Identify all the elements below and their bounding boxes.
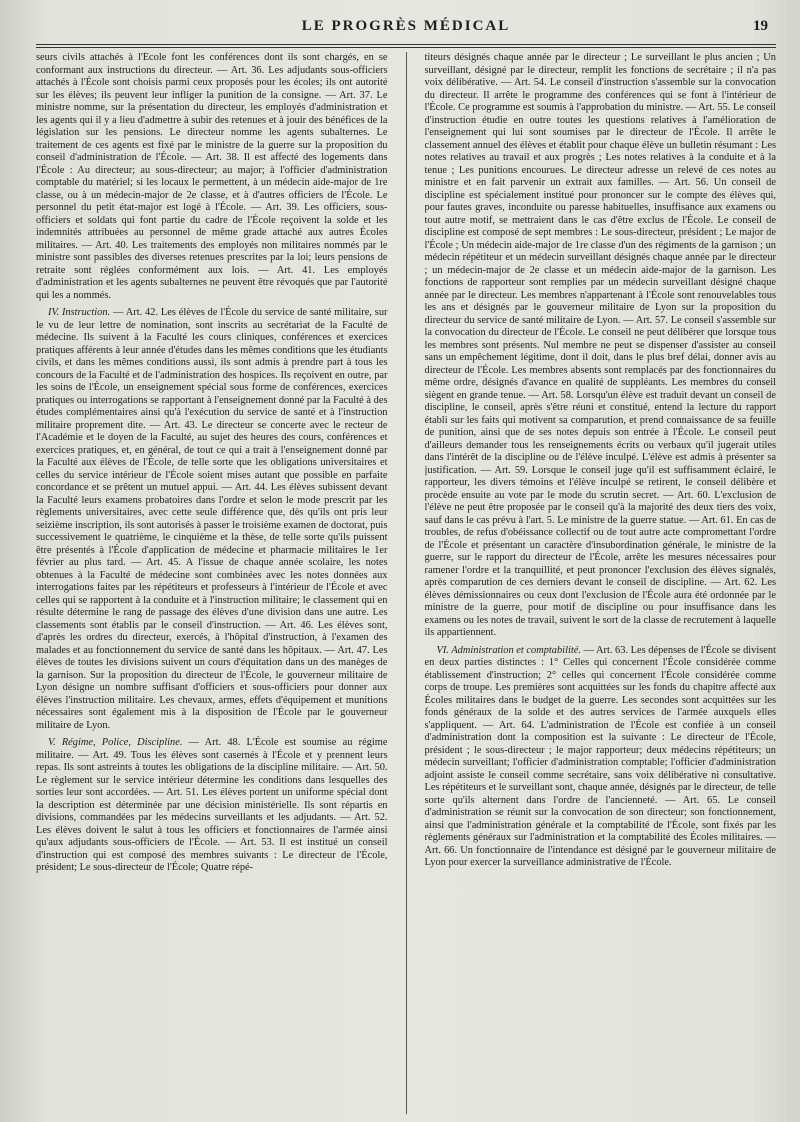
paragraph <box>425 52 777 640</box>
running-header <box>36 18 776 42</box>
section-heading: IV. Instruction. <box>48 307 111 318</box>
text-columns <box>36 52 776 1114</box>
journal-title: LE PROGRÈS MÉDICAL <box>301 18 511 34</box>
header-rule <box>36 44 776 48</box>
paragraph-text: seurs civils attachés à l'École font les conférences dont ils sont chargés, en se conformant aux instructions du directeur. — Art. 36. Les adjudants sous-officiers attachés à l'École sont choisis parmi ceux proposés pour les écoles; ils ont autorité sur les élèves; ils peuvent leur infliger la punition de la consigne. — Art. 37. Le ministre nomme, sur la présentation du directeur, les employés d'administration et les agents qui il y a lieu d'admettre à subir des retenues et à jouir des bénéfices de la législation sur les pensions. Le directeur nomme les agents subalternes. Le traitement de ces agents est fixé par le ministre de la guerre sur la proposition du conseil d'administration de l'École. — Art. 38. Il est affecté des logements dans l'École : Au directeur; au sous-directeur; au major; à l'officier d'administration comptable du matériel; si les locaux le permettent, à un médecin aide-major de 1re classe, ou à un médecin-major de 2e classe, et à d'autres officiers de l'École. Le personnel du petit état-major est logé à l'École. — Art. 39. Les officiers, sous-officiers et soldats qui font partie du cadre de l'École reçoivent la solde et les indemnités attribuées au personnel de même grade attaché aux autres Écoles militaires. — Art. 40. Les traitements des employés non militaires nommés par le ministre sont passibles des diverses retenues prescrites par la loi; leurs pensions de retraite sont réglées conformément aux lois. — Art. 41. Les employés d'administration et les agents subalternes ne peuvent être révoqués que par l'autorité qui les a nommés. <box>36 52 388 301</box>
section-heading: V. Régime, Police, Discipline. <box>48 737 183 748</box>
page-number: 19 <box>753 18 768 34</box>
section-administration <box>425 645 777 870</box>
section-text: — Art. 42. Les élèves de l'École du service de santé militaire, sur le vu de leur lettre de nomination, sont inscrits au secrétariat de la Faculté de médecine. Ils suivent à la Faculté les cours cliniques, conférences et exercices pratiques afférents à leur année d'études dans les mêmes conditions que les étudiants civils, et dans les mêmes conditions aussi, ils sont admis à prendre part à tous les concours de la Faculté et de l'administration des hospices. Ils reçoivent en outre, par les soins de l'École, un enseignement spécial sous forme de conférences, exercices pratiques ou interrogations se rapportant à l'enseignement donné par la Faculté à des études complémentaires ainsi qu'à l'exécution du service de santé et à l'instruction militaire proprement dite. — Art. 43. Le directeur se concerte avec le recteur de l'Académie et le doyen de la Faculté, au sujet des heures des cours, conférences et exercices pratiques, et, en général, de tout ce qui a trait à l'enseignement donné par la Faculté aux élèves de l'École, de telle sorte que les obligations universitaires et celles du service intérieur de l'École soient mises autant que possible en parfaite concordance et se prêtent un mutuel appui. — Art. 44. Les élèves subissent devant la Faculté leurs examens probatoires dans l'ordre et selon le mode prescrit par les règlements universitaires, avec cette seule différence que, dès qu'ils ont pris leur seizième inscription, ils sont autorisés à passer le troisième examen de doctorat, puis successivement le quatrième, le cinquième et la thèse, de telle sorte qu'ils puissent être présentés à l'École d'application de médecine et pharmacie militaires le 1er février au plus tard. — Art. 45. A l'issue de chaque année scolaire, les notes obtenues à la Faculté de médecine sont combinées avec les notes données aux interrogations faites par les répétiteurs et professeurs à l'intérieur de l'École et avec celles qui se rapportent à la conduite et à l'instruction militaire; le classement qui en résulte détermine le rang de passage des élèves d'une division dans une autre. Les classements sont établis par le conseil d'instruction. — Art. 46. Les élèves sont, d'après les ordres du directeur, exercés, à l'hôpital d'instruction, à l'examen des malades et au fonctionnement du service de santé dans les hôpitaux. — Art. 47. Les élèves de toutes les divisions suivent un cours d'équitation dans un des manèges de la garnison. Sur la proposition du directeur de l'École, le gouverneur militaire de Lyon désigne un nombre suffisant d'officiers et sous-officiers pour donner aux élèves l'instruction militaire. Les chevaux, armes, effets d'équipement et munitions nécessaires sont également mis à la disposition de l'École par le gouverneur militaire de Lyon. <box>36 307 388 731</box>
right-column <box>425 52 777 1114</box>
section-regime <box>36 737 388 875</box>
section-text: — Art. 48. L'École est soumise au régime militaire. — Art. 49. Tous les élèves sont casernés à l'École et y prennent leurs repas. Ils sont astreints à toutes les obligations de la discipline militaire. — Art. 50. Le règlement sur le service intérieur détermine les conditions dans lesquelles des sorties leur sont accordées. — Art. 51. Les élèves portent un uniforme spécial dont la description est déterminée par une décision ministérielle. Ils sont répartis en divisions, commandées par les médecins surveillants et les adjudants. — Art. 52. Les élèves doivent le salut à tous les officiers et fonctionnaires de l'armée ainsi qu'aux adjudants sous-officiers de l'École. — Art. 53. Il est institué un conseil d'instruction qui est composé des membres suivants : Le directeur de l'École, président; Le sous-directeur de l'École; Quatre répé- <box>36 737 388 873</box>
left-column <box>36 52 388 1114</box>
paragraph-text: titeurs désignés chaque année par le directeur ; Le surveillant le plus ancien ; Un surveillant, désigné par le directeur, remplit les fonctions de secrétaire ; il n'a pas voix délibérative. — Art. 54. Le conseil d'instruction s'assemble sur la convocation du directeur. Il arrête le programme des conférences qui se font à l'intérieur de l'École. Ce programme est soumis à l'approbation du ministre. — Art. 55. Le conseil d'instruction étudie en outre toutes les questions relatives à l'amélioration de l'enseignement qui lui sont soumises par le directeur de l'École. Il arrête le classement annuel des élèves et établit pour chaque élève un bulletin résumant : Les notes relatives au travail et aux progrès ; Les notes relatives à la conduite et à la tenue ; Les punitions encourues. Le directeur adresse un relevé de ces notes au ministre et en fait parvenir un extrait aux familles. — Art. 56. Un conseil de discipline est spécialement institué pour prononcer sur le compte des élèves qui, pour fautes graves, inconduite ou paresse habituelles, insuffisance aux examens ou tout autre motif, se mettraient dans le cas d'être exclus de l'École. Le conseil de discipline est composé de sept membres : Le sous-directeur, président ; Le major de l'École ; Un médecin aide-major de 1re classe d'un des régiments de la garnison ; un médecin répétiteur et un médecin surveillant désignés chaque année par le directeur ; un médecin-major de 2e classe et un médecin aide-major de la garnison. Les fonctions de rapporteur sont remplies par un médecin surveillant désigné chaque année par le directeur. Les membres n'appartenant à l'École sont renouvelables tous les ans et désignés par le gouverneur militaire de Lyon sur la proposition du directeur du service de santé militaire de Lyon. — Art. 57. Le conseil s'assemble sur la convocation du directeur de l'École. Le conseil ne peut délibérer que lorsque tous les membres sont présents. Nul membre ne peut se dispenser d'assister au conseil sans un empêchement légitime, dont il doit, dans le plus bref délai, donner avis au directeur de l'École. Les membres absents sont remplacés par des fonctionnaires du même ordre, désignés d'avance en qualité de suppléants. Les membres du conseil siègent en grande tenue. — Art. 58. Lorsqu'un élève est traduit devant un conseil de discipline, le conseil, après s'être réuni et constitué, entend la lecture du rapport établi sur les faits qui motivent sa comparution, et prend connaissance de sa feuille de punition, ainsi que de ses notes depuis son entrée à l'École. Le conseil peut d'ailleurs demander tous les renseignements écrits ou verbaux qu'il jugerait utiles dans l'intérêt de la discipline ou de l'élève inculpé. L'élève est admis à présenter sa justification. — Art. 59. Lorsque le conseil juge qu'il est suffisamment éclairé, le rapporteur, les divers témoins et l'élève inculpé se retirent, le conseil délibère et procède ensuite au vote par le mode du scrutin secret. — Art. 60. L'exclusion de l'élève ne peut être proposée par le conseil qu'à la majorité des deux tiers des voix, sauf dans le cas prévu à l'art. 5. Le ministre de la guerre statue. — Art. 61. En cas de troubles, de refus d'obéissance collectif ou de tout autre acte compromettant l'ordre de l'École et présentant un caractère d'insubordination générale, le ministre de la guerre, sur le rapport du directeur de l'École, arrête les mesures nécessaires pour ramener l'ordre et la tranquillité, et peut prononcer l'exclusion des élèves signalés, après comparution de ces derniers devant le conseil de discipline. — Art. 62. Les élèves démissionnaires ou ceux dont l'exclusion de l'École aura été ordonnée par le ministre de la guerre, pour motif de discipline ou pour insuffisance dans les examens ou les notes de travail, suivent le sort de la classe de recrutement à laquelle ils appartiennent. <box>424 52 776 638</box>
section-text: — Art. 63. Les dépenses de l'École se divisent en deux parties distinctes : 1° Celles qui concernent l'École considérée comme établissement d'instruction; 2° celles qui concernent l'École considérée comme corps de troupe. Les premières sont acquittées sur les fonds du chapitre affecté aux Écoles militaires dans le budget de la guerre. Les secondes sont acquittées sur les fonds généraux de la solde et des autres services de l'armée auxquels elles s'appliquent. — Art. 64. L'administration de l'École est confiée à un conseil d'administration dont la composition est la suivante : Le directeur de l'École, président ; le sous-directeur ; le major rapporteur; deux médecins répétiteurs; un médecin surveillant; l'officier d'administration comptable; l'officier d'administration adjoint assiste le conseil comme secrétaire, sans voix délibérative ni consultative. Les répétiteurs et le surveillant sont, chaque année, désignés par le directeur, de telle sorte qu'ils alternent dans l'ordre de l'ancienneté. — Art. 65. Le conseil d'administration se réunit sur la convocation de son directeur; son fonctionnement, ainsi que l'administration générale et la comptabilité de l'École, sont fixés par les règlements généraux sur l'administration et la comptabilité des Écoles militaires. — Art. 66. Un fonctionnaire de l'intendance est désigné par le gouverneur militaire de Lyon pour exercer la surveillance administrative de l'École. <box>424 644 776 868</box>
section-heading: VI. Administration et comptabilité. <box>436 644 581 656</box>
column-divider <box>406 52 407 1114</box>
paragraph <box>36 52 388 302</box>
section-instruction <box>36 307 388 732</box>
